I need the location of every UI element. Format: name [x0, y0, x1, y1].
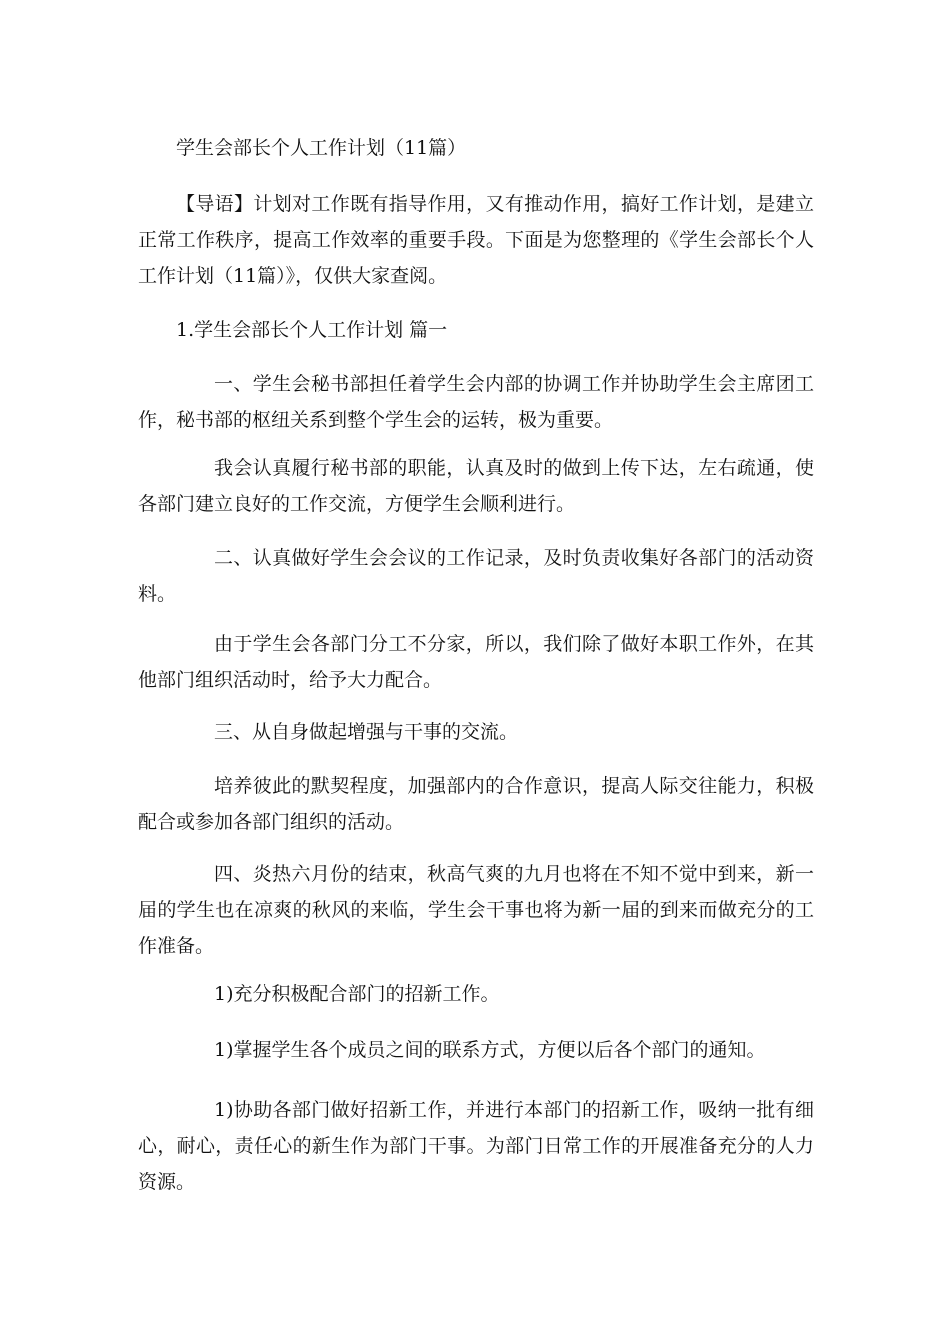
- body-paragraph: 我会认真履行秘书部的职能，认真及时的做到上传下达，左右疏通，使各部门建立良好的工作交流，方便学生会顺利进行。: [138, 457, 814, 515]
- list-item: 1)协助各部门做好招新工作，并进行本部门的招新工作，吸纳一批有细心，耐心，责任心的新生作为部门干事。为部门日常工作的开展准备充分的人力资源。: [138, 1099, 814, 1193]
- body-paragraph: 培养彼此的默契程度，加强部内的合作意识，提高人际交往能力，积极配合或参加各部门组织的活动。: [138, 775, 814, 833]
- body-paragraph: 四、炎热六月份的结束，秋高气爽的九月也将在不知不觉中到来，新一届的学生也在凉爽的秋风的来临，学生会干事也将为新一届的到来而做充分的工作准备。: [138, 863, 814, 957]
- document-title: 学生会部长个人工作计划（11篇）: [176, 137, 467, 159]
- body-paragraph: 二、认真做好学生会会议的工作记录，及时负责收集好各部门的活动资料。: [138, 547, 814, 605]
- section-heading: 1.学生会部长个人工作计划 篇一: [176, 319, 448, 341]
- list-item: 1)充分积极配合部门的招新工作。: [214, 983, 500, 1005]
- body-paragraph: 三、从自身做起增强与干事的交流。: [214, 721, 519, 743]
- list-item: 1)掌握学生各个成员之间的联系方式，方便以后各个部门的通知。: [214, 1039, 766, 1061]
- body-paragraph: 一、学生会秘书部担任着学生会内部的协调工作并协助学生会主席团工作，秘书部的枢纽关系到整个学生会的运转，极为重要。: [138, 373, 814, 431]
- body-paragraph: 由于学生会各部门分工不分家，所以，我们除了做好本职工作外，在其他部门组织活动时，给予大力配合。: [138, 633, 814, 691]
- lead-paragraph: 【导语】计划对工作既有指导作用，又有推动作用，搞好工作计划，是建立正常工作秩序，提高工作效率的重要手段。下面是为您整理的《学生会部长个人工作计划（11篇）》，仅供大家查阅。: [138, 193, 814, 287]
